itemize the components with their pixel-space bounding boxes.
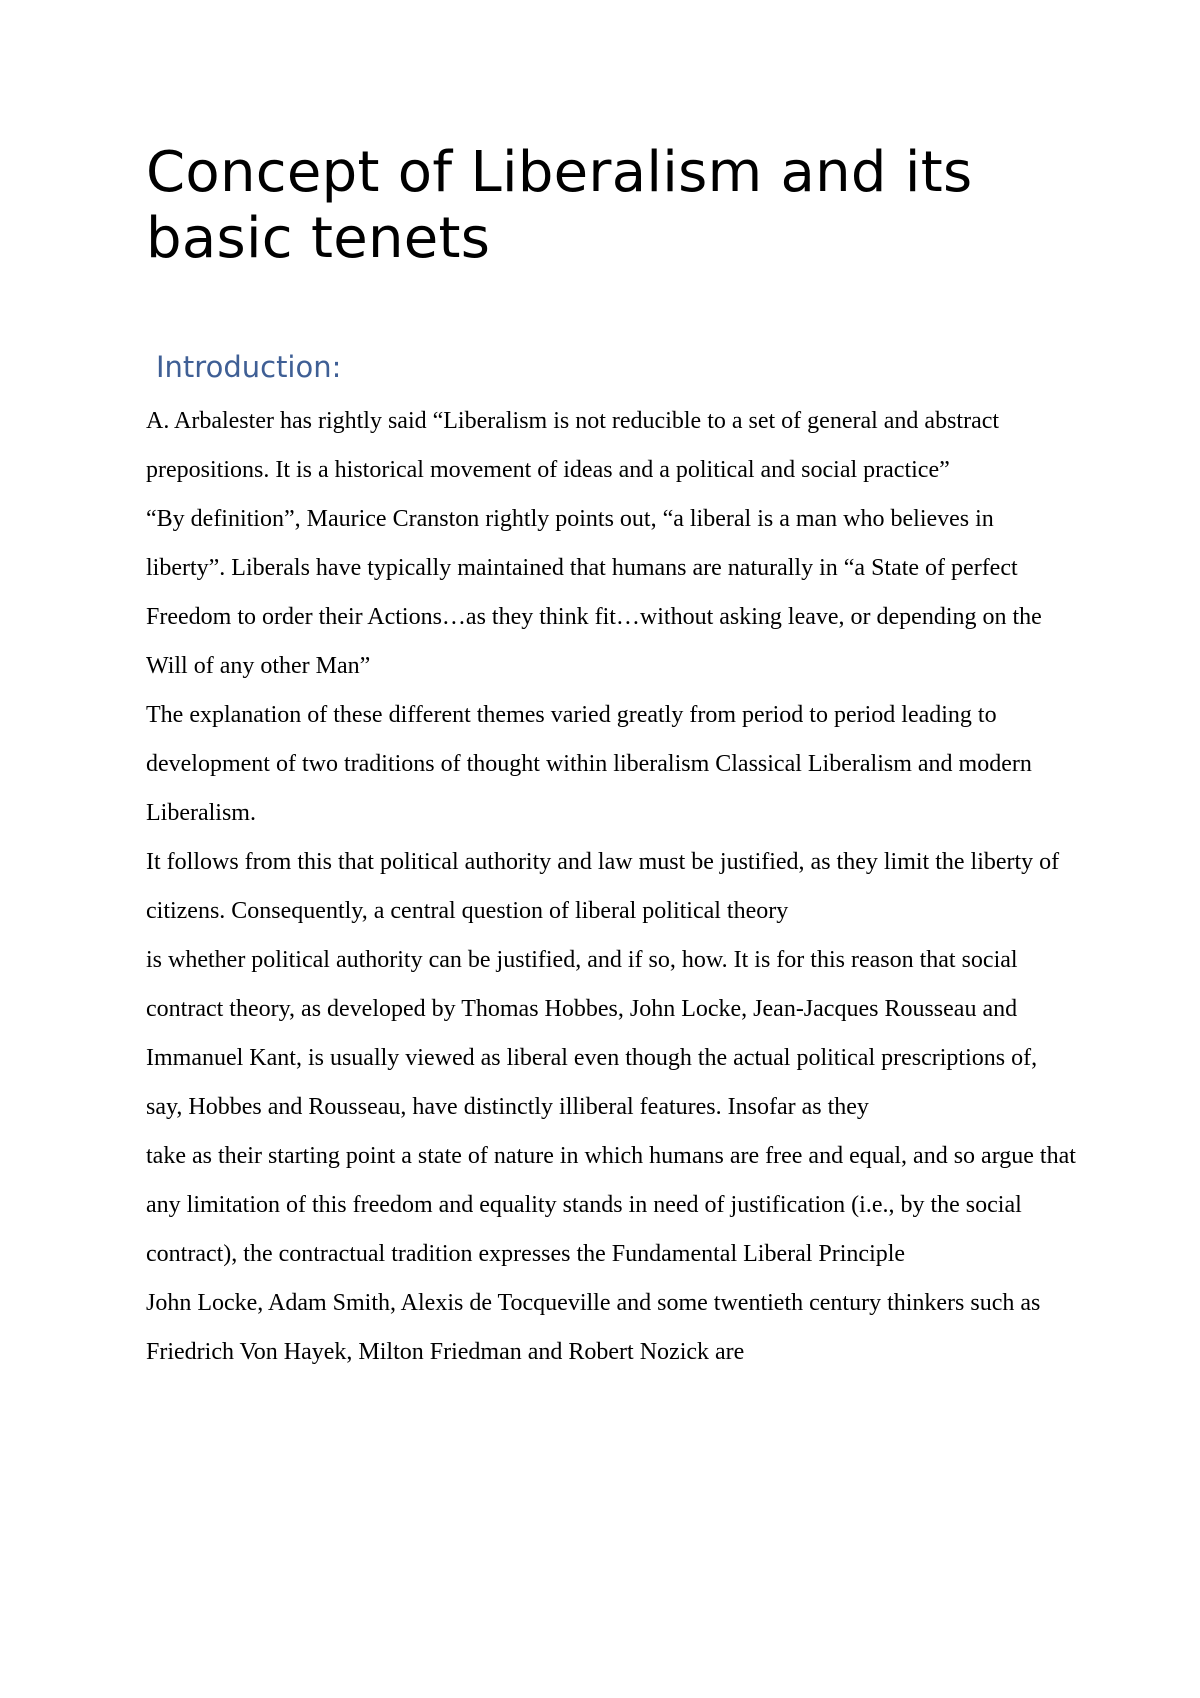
paragraph: The explanation of these different themes varied greatly from period to period leading to development of two traditions of thought within liberalism Classical Liberalism and modern Liberalism. [146,702,1032,826]
paragraph: is whether political authority can be justified, and if so, how. It is for this reason that social contract theory, as developed by Thomas Hobbes, John Locke, Jean-Jacques Rousseau and Immanuel Kant, is usually viewed as liberal even though the actual political prescriptions of, say, Hobbes and Rousseau, have distinctly illiberal features. Insofar as they [146,947,1038,1120]
paragraph: A. Arbalester has rightly said “Liberalism is not reducible to a set of general and abstract prepositions. It is a historical movement of ideas and a political and social practice” [146,408,1000,483]
document-page [146,140,1076,1377]
section-heading-introduction: Introduction: [156,350,342,384]
paragraph: “By definition”, Maurice Cranston rightly points out, “a liberal is a man who believes in liberty”. Liberals have typically maintained that humans are naturally in “a State of perfect Freedom to order their Actions…as they think fit…without asking leave, or depending on the Will of any other Man” [146,506,1042,679]
document-title: Concept of Liberalism and its basic tenets [146,140,973,271]
paragraph: John Locke, Adam Smith, Alexis de Tocqueville and some twentieth century thinkers such as Friedrich Von Hayek, Milton Friedman and Robert Nozick are [146,1290,1041,1365]
document-body [146,397,1076,1377]
paragraph: take as their starting point a state of nature in which humans are free and equal, and so argue that any limitation of this freedom and equality stands in need of justification (i.e., by the social contract), the contractual tradition expresses the Fundamental Liberal Principle [146,1143,1076,1267]
paragraph: It follows from this that political authority and law must be justified, as they limit the liberty of citizens. Consequently, a central question of liberal political theory [146,849,1060,924]
